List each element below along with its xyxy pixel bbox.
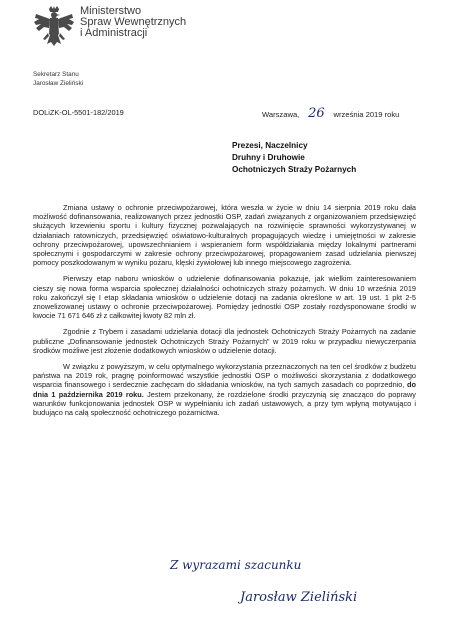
sender-name: Jarosław Zieliński <box>33 80 84 87</box>
signature-handwritten: Jarosław Zieliński <box>240 590 358 605</box>
body-text: Jestem przekonany, że rozdzielone środki przyczynią się znacząco do poprawy warunków funkcjonowania jednostek OSP w wypełnianiu ich zadań ustawowych, a przy tym wpłyną motywująco i budująco na całą społeczność ochotniczego pożarnictwa. <box>33 389 416 418</box>
closing-handwritten: Z wyrazami szacunku <box>170 558 302 572</box>
deadline-text: do dnia 1 października 2019 roku. <box>33 380 416 399</box>
letter-date <box>262 106 399 121</box>
date-day-handwritten: 26 <box>308 106 325 121</box>
letter-body <box>33 203 416 424</box>
ministry-line: i Administracji <box>80 27 148 39</box>
reference-number: DOLiZK-OL-5501-182/2019 <box>33 108 124 117</box>
body-paragraph: Pierwszy etap naboru wniosków o udzielenie dofinansowania pokazuje, jak wielkim zainteresowaniem cieszy się nowa forma wsparcia społecznej działalności ochotniczych straży pożarnych. W dniu 10 września 2019 roku zakończył się I etap składania wniosków o udzielenie dotacji na zadania określone w art. 19 ust. 1 pkt 2-5 znowelizowanej ustawy o ochronie przeciwpożarowej. Pomiędzy jednostki OSP zostały rozdysponowane środki w kwocie 71 671 646 zł z całkowitej kwoty 82 mln zł. <box>33 274 416 321</box>
body-paragraph: Zgodnie z Trybem i zasadami udzielania dotacji dla jednostek Ochotniczych Straży Pożarnych na zadanie publiczne „Dofinansowanie jednostek Ochotniczych Straży Pożarnych” w 2019 roku w przypadku niewyczerpania środków możliwe jest złożenie dodatkowych wniosków o udzielenie dotacji. <box>33 327 416 355</box>
date-rest: września 2019 roku <box>333 110 400 119</box>
addressee-line: Druhny i Druhowie <box>232 153 305 162</box>
ministry-line: Ministerstwo <box>80 5 142 17</box>
body-paragraph: Zmiana ustawy o ochronie przeciwpożarowej, która weszła w życie w dniu 14 sierpnia 2019 roku dała możliwość dofinansowania, realizowanych przez jednostki OSP, zadań związanych z organizowaniem przedsięwzięć służących krzewieniu sportu i kultury fizycznej pozwalających na rozwinięcie sprawności wykorzystywanej w działaniach ratowniczych, przedsięwzięć oświatowo-kulturalnych propagujących wiedzę i umiejętności w zakresie ochrony przeciwpożarowej, upowszechnianiem i wspieraniem form współdziałania między lokalnymi partnerami społecznymi i gospodarczymi w zakresie ochrony przeciwpożarowej, propagowaniem zasad udzielania pierwszej pomocy poszkodowanym w wyniku pożaru, klęski żywiołowej lub innego miejscowego zagrożenia. <box>33 203 416 268</box>
addressee-block <box>232 140 356 176</box>
eagle-emblem-icon <box>33 6 75 54</box>
body-text: W związku z powyższym, w celu optymalnego wykorzystania przeznaczonych na ten cel środków z budżetu państwa na 2019 rok, pragnę poinformować wszystkie jednostki OSP o możliwości skorzystania z dodatkowego wsparcia finansowego i serdecznie zachęcam do składania wniosków, na tych samych zasadach co poprzednio, <box>33 362 416 390</box>
sender-block <box>33 70 83 88</box>
ministry-name <box>80 6 186 39</box>
ministry-line: Spraw Wewnętrznych <box>80 16 187 28</box>
sender-title: Sekretarz Stanu <box>33 71 79 78</box>
addressee-line: Prezesi, Naczelnicy <box>232 141 308 150</box>
date-city: Warszawa, <box>262 110 300 119</box>
body-paragraph <box>33 362 416 417</box>
addressee-line: Ochotniczych Straży Pożarnych <box>232 165 357 174</box>
